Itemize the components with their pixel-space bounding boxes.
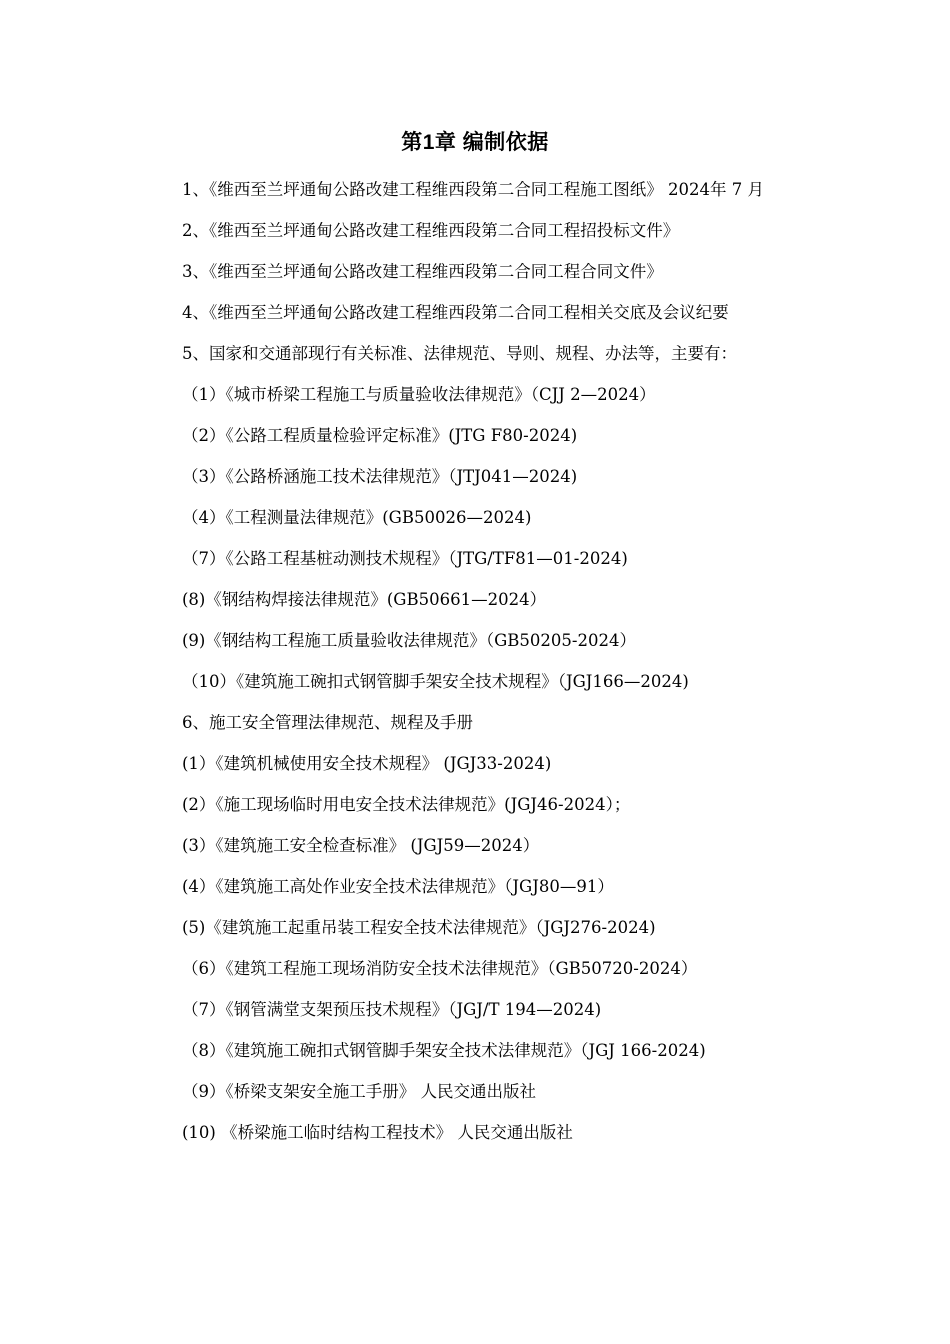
safety-item: (10) 《桥梁施工临时结构工程技术》 人民交通出版社 (182, 1123, 573, 1142)
safety-item: (2）《施工现场临时用电安全技术法律规范》(JGJ46-2024）； (182, 795, 631, 814)
standard-item: （1）《城市桥梁工程施工与质量验收法律规范》（CJJ 2—2024） (182, 385, 656, 404)
safety-item: （9）《桥梁支架安全施工手册》 人民交通出版社 (182, 1082, 536, 1101)
safety-item: (1）《建筑机械使用安全技术规程》 (JGJ33-2024) (182, 754, 552, 773)
standard-item: （2）《公路工程质量检验评定标准》(JTG F80-2024) (182, 426, 578, 445)
safety-item: （8）《建筑施工碗扣式钢管脚手架安全技术法律规范》（JGJ 166-2024) (182, 1041, 706, 1060)
safety-item: (3）《建筑施工安全检查标准》 (JGJ59—2024） (182, 836, 540, 855)
basis-item-1: 1、《维西至兰坪通甸公路改建工程维西段第二合同工程施工图纸》 2024年 7 月 (182, 180, 764, 199)
standard-item: (8)《钢结构焊接法律规范》(GB50661—2024） (182, 590, 547, 609)
safety-heading: 6、施工安全管理法律规范、规程及手册 (182, 713, 473, 732)
basis-item-4: 4、《维西至兰坪通甸公路改建工程维西段第二合同工程相关交底及会议纪要 (182, 303, 729, 322)
chapter-title: 第1章 编制依据 (401, 131, 549, 154)
basis-item-5: 5、国家和交通部现行有关标准、法律规范、导则、规程、办法等，主要有： (182, 344, 737, 363)
safety-list (145, 750, 810, 1146)
basis-item-2: 2、《维西至兰坪通甸公路改建工程维西段第二合同工程招投标文件》 (182, 221, 680, 240)
standards-list (145, 381, 810, 695)
standard-item: （10）《建筑施工碗扣式钢管脚手架安全技术规程》（JGJ166—2024) (182, 672, 689, 691)
safety-item: （7）《钢管满堂支架预压技术规程》（JGJ/T 194—2024) (182, 1000, 602, 1019)
standard-item: (9)《钢结构工程施工质量验收法律规范》（GB50205-2024） (182, 631, 636, 650)
safety-item: （6）《建筑工程施工现场消防安全技术法律规范》（GB50720-2024） (182, 959, 698, 978)
standard-item: （7）《公路工程基桩动测技术规程》（JTG/TF81—01-2024) (182, 549, 628, 568)
document-body (145, 176, 810, 1146)
standard-item: （4）《工程测量法律规范》(GB50026—2024) (182, 508, 532, 527)
safety-item: (4）《建筑施工高处作业安全技术法律规范》（JGJ80—91） (182, 877, 614, 896)
standard-item: （3）《公路桥涵施工技术法律规范》（JTJ041—2024) (182, 467, 578, 486)
safety-item: (5)《建筑施工起重吊装工程安全技术法律规范》（JGJ276-2024) (182, 918, 656, 937)
basis-item-3: 3、《维西至兰坪通甸公路改建工程维西段第二合同工程合同文件》 (182, 262, 663, 281)
